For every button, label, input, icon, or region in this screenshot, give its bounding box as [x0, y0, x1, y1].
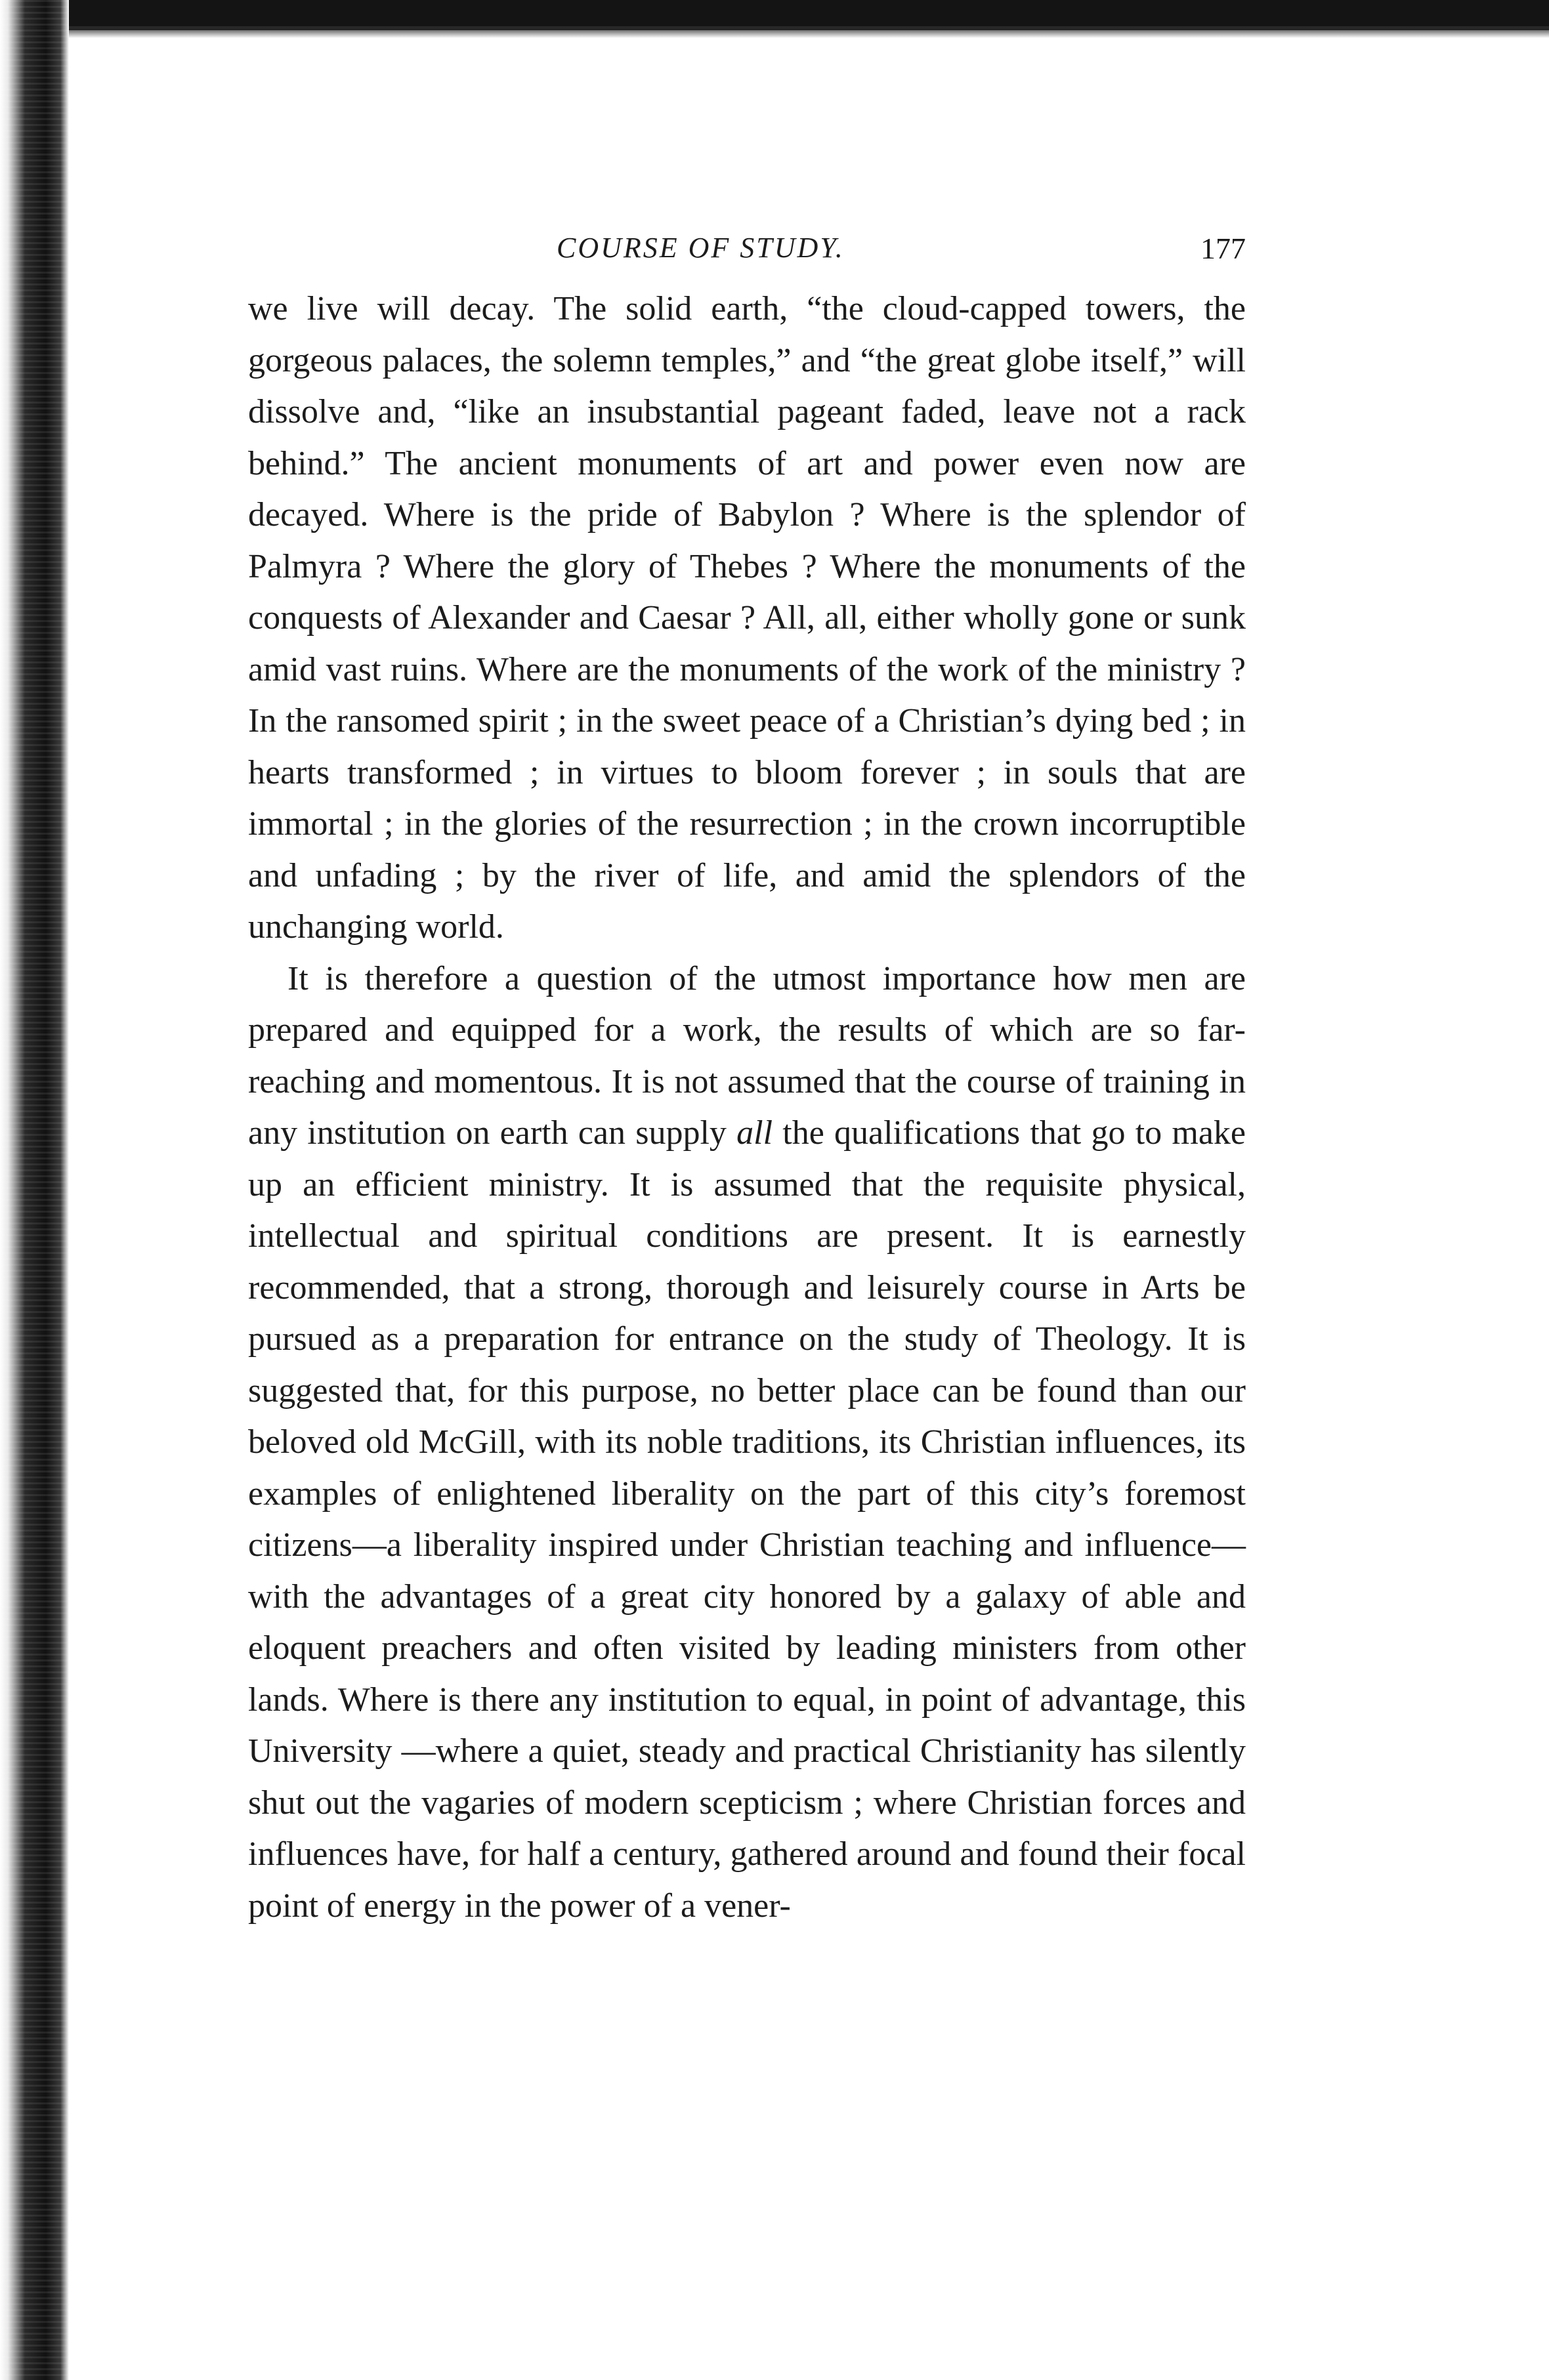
- italic-emphasis: all: [736, 1114, 773, 1152]
- paragraph-continuation: we live will decay. The solid earth, “the cloud-capped towers, the gorgeous palaces, the solemn temples,” and “the great globe itself,” will dissolve and, “like an insubstantial pageant faded, leave not a rack behind.” The ancient monuments of art and power even now are decayed. Where is the pride of Babylon ? Where is the splendor of Palmyra ? Where the glory of Thebes ? Where the monuments of the conquests of Alexander and Caesar ? All, all, either wholly gone or sunk amid vast ruins. Where are the monuments of the work of the ministry ? In the ransomed spirit ; in the sweet peace of a Christian’s dying bed ; in hearts transformed ; in virtues to bloom forever ; in souls that are immortal ; in the glories of the resurrection ; in the crown incorruptible and unfading ; by the river of life, and amid the splendors of the unchanging world.: [248, 290, 1246, 946]
- book-page: [248, 231, 1246, 1932]
- running-title: COURSE OF STUDY.: [557, 232, 845, 264]
- paragraph-text-start: It is therefore a question of the utmost importance how men are prepared and equipped for a work, the results of which are so far-reaching and momentous. It is not assumed that the course of training in any institution on earth can supply: [248, 959, 1246, 1152]
- body-text: [248, 283, 1246, 1932]
- paragraph-text-end: the qualifications that go to make up an efficient ministry. It is assumed that the requisite physical, intellectual and spiritual conditions are present. It is earnestly recommended, that a strong, thorough and leisurely course in Arts be pursued as a preparation for entrance on the study of Theology. It is suggested that, for this purpose, no better place can be found than our beloved old McGill, with its noble traditions, its Christian influences, its examples of enlightened liberality on the part of this city’s foremost citizens—a liberality inspired under Christian teaching and influence—with the advantages of a great city honored by a galaxy of able and eloquent preachers and often visited by leading ministers from other lands. Where is there any institution to equal, in point of advantage, this University —where a quiet, steady and practical Christianity has silently shut out the vagaries of modern scepticism ; where Christian forces and influences have, for half a century, gathered around and found their focal point of energy in the power of a vener-: [248, 1114, 1246, 1925]
- scan-binding-edge: [0, 0, 69, 2380]
- paragraph-main: [248, 953, 1246, 1932]
- running-head: [248, 231, 1246, 283]
- page-number: 177: [1200, 232, 1246, 265]
- scan-top-shadow: [0, 26, 1549, 38]
